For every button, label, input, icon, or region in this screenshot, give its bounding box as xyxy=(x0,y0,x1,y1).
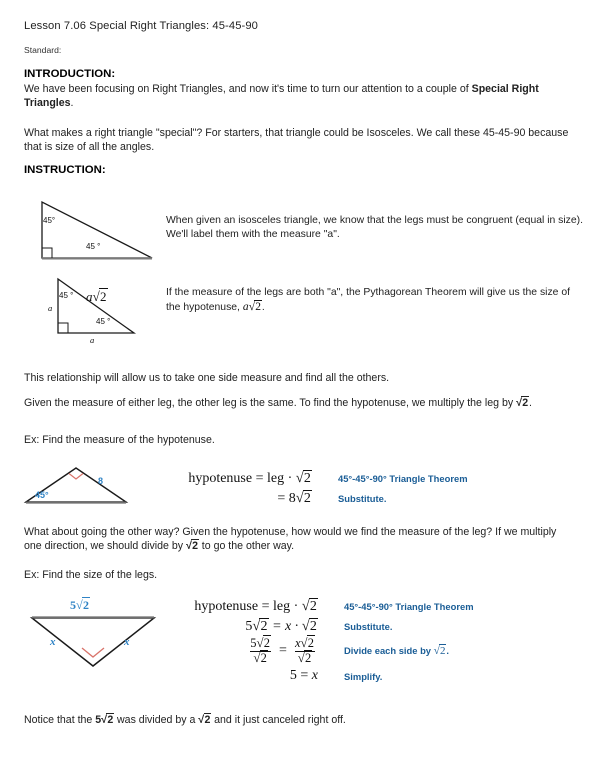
example1-angle-label: 45° xyxy=(35,490,49,500)
notice-text-2: was divided by a xyxy=(114,714,199,726)
equation-note: 45°-45°-90° Triangle Theorem xyxy=(344,600,474,612)
equation-note: Simplify. xyxy=(344,670,383,682)
example1-figure xyxy=(22,462,134,513)
multiply-text-2: . xyxy=(529,397,532,409)
page-title: Lesson 7.06 Special Right Triangles: 45-45-90 xyxy=(24,20,258,32)
example2-figure xyxy=(18,596,168,673)
intro-text-1: We have been focusing on Right Triangles, and now it's time to turn our attention to a couple of xyxy=(24,83,472,95)
figure-isosceles-right-triangle-2 xyxy=(34,275,164,352)
figure1-svg xyxy=(34,198,164,266)
figure2-svg xyxy=(34,275,164,347)
equation-row xyxy=(158,636,474,666)
equation-row xyxy=(158,666,474,686)
intro-text-2: . xyxy=(70,97,74,110)
notice-text-3: and it just canceled right off. xyxy=(211,714,346,726)
figure2-angle-top: 45 ° xyxy=(59,291,74,300)
example2-leg-left-label: x xyxy=(50,636,56,648)
radical-2-bold: √2 xyxy=(101,714,114,726)
equation-left: = 8√2 xyxy=(277,489,311,506)
otherway-paragraph xyxy=(24,525,576,554)
figure2-angle-bottom: 45 ° xyxy=(96,317,111,326)
figure1-angle-bottom: 45 ° xyxy=(86,242,101,251)
intro-bold-term: Special Right Triangles xyxy=(24,83,539,110)
radical-2-bold: √2 xyxy=(185,540,199,553)
right-angle-icon xyxy=(69,474,83,480)
notice-text-1: Notice that the xyxy=(24,714,96,726)
example2-leg-right-label: x xyxy=(124,636,130,648)
example2-svg xyxy=(18,596,168,668)
multiply-paragraph xyxy=(24,396,576,410)
equation-note: Substitute. xyxy=(338,492,387,504)
equation-left: $\frac{5√2}{√2}$ = $\frac{x√2}{√2}$ xyxy=(250,635,314,665)
figure1-angle-top: 45° xyxy=(43,216,56,225)
equation-note: Substitute. xyxy=(344,620,393,632)
equation-row xyxy=(158,596,474,616)
figure2-leg-bottom-label: a xyxy=(90,335,95,345)
equation-left: hypotenuse = leg · √2 xyxy=(194,597,317,614)
equation-row xyxy=(158,616,474,636)
figure2-leg-left-label: a xyxy=(48,303,53,313)
figure2-hypotenuse-label: a√2 xyxy=(86,289,107,304)
equation-row xyxy=(152,488,468,508)
example1-side-label: 8 xyxy=(98,476,104,486)
introduction-heading: INTRODUCTION: xyxy=(24,68,116,80)
introduction-paragraph xyxy=(24,82,576,111)
standard-label: Standard: xyxy=(24,45,62,55)
notice-paragraph xyxy=(24,713,576,727)
figure2-description xyxy=(166,286,586,315)
equation-row xyxy=(152,468,468,488)
otherway-text-1: What about going the other way? Given the hypotenuse, how would we find the measure of the leg? If we multiply one direction, we should divide by xyxy=(24,526,557,553)
special-paragraph: What makes a right triangle "special"? For starters, that triangle could be Isosceles. We call these 45-45-90 because that is size of all the angles. xyxy=(24,127,569,154)
multiply-text-1: Given the measure of either leg, the other leg is the same. To find the hypotenuse, we multiply the leg by xyxy=(24,397,517,409)
notice-bold-coef: 5 xyxy=(95,714,102,726)
figure2-inline-radical: a√2 xyxy=(242,300,261,314)
right-angle-icon xyxy=(58,323,68,333)
example2-label: Ex: Find the size of the legs. xyxy=(24,569,158,581)
example1-label: Ex: Find the measure of the hypotenuse. xyxy=(24,434,215,446)
instruction-heading: INSTRUCTION: xyxy=(24,164,106,176)
example2-hypotenuse-label: 5√2 xyxy=(70,598,89,612)
equation-note: 45°-45°-90° Triangle Theorem xyxy=(338,472,468,484)
example1-equations xyxy=(152,468,468,508)
figure2-text-2: . xyxy=(261,302,265,314)
example2-equations xyxy=(158,596,474,686)
figure1-description: When given an isosceles triangle, we know that the legs must be congruent (equal in size). We'll label them with the measure "a". xyxy=(166,215,584,241)
right-angle-icon xyxy=(42,248,52,258)
radical-2-bold: √2 xyxy=(516,397,529,409)
right-angle-icon xyxy=(82,648,104,657)
radical-2-bold: √2 xyxy=(198,714,211,726)
equation-left: 5 = x xyxy=(289,668,318,683)
equation-left: 5√2 = x · √2 xyxy=(245,617,317,634)
equation-note: Divide each side by √2. xyxy=(344,645,449,657)
equation-left: hypotenuse = leg · √2 xyxy=(188,469,311,486)
figure2-text-1: If the measure of the legs are both "a", the Pythagorean Theorem will give us the size of the hypotenuse, xyxy=(166,287,570,314)
otherway-text-2: to go the other way. xyxy=(198,540,295,553)
example1-svg xyxy=(22,462,134,508)
relationship-paragraph: This relationship will allow us to take one side measure and find all the others. xyxy=(24,372,390,384)
figure-isosceles-right-triangle-1 xyxy=(34,198,164,271)
